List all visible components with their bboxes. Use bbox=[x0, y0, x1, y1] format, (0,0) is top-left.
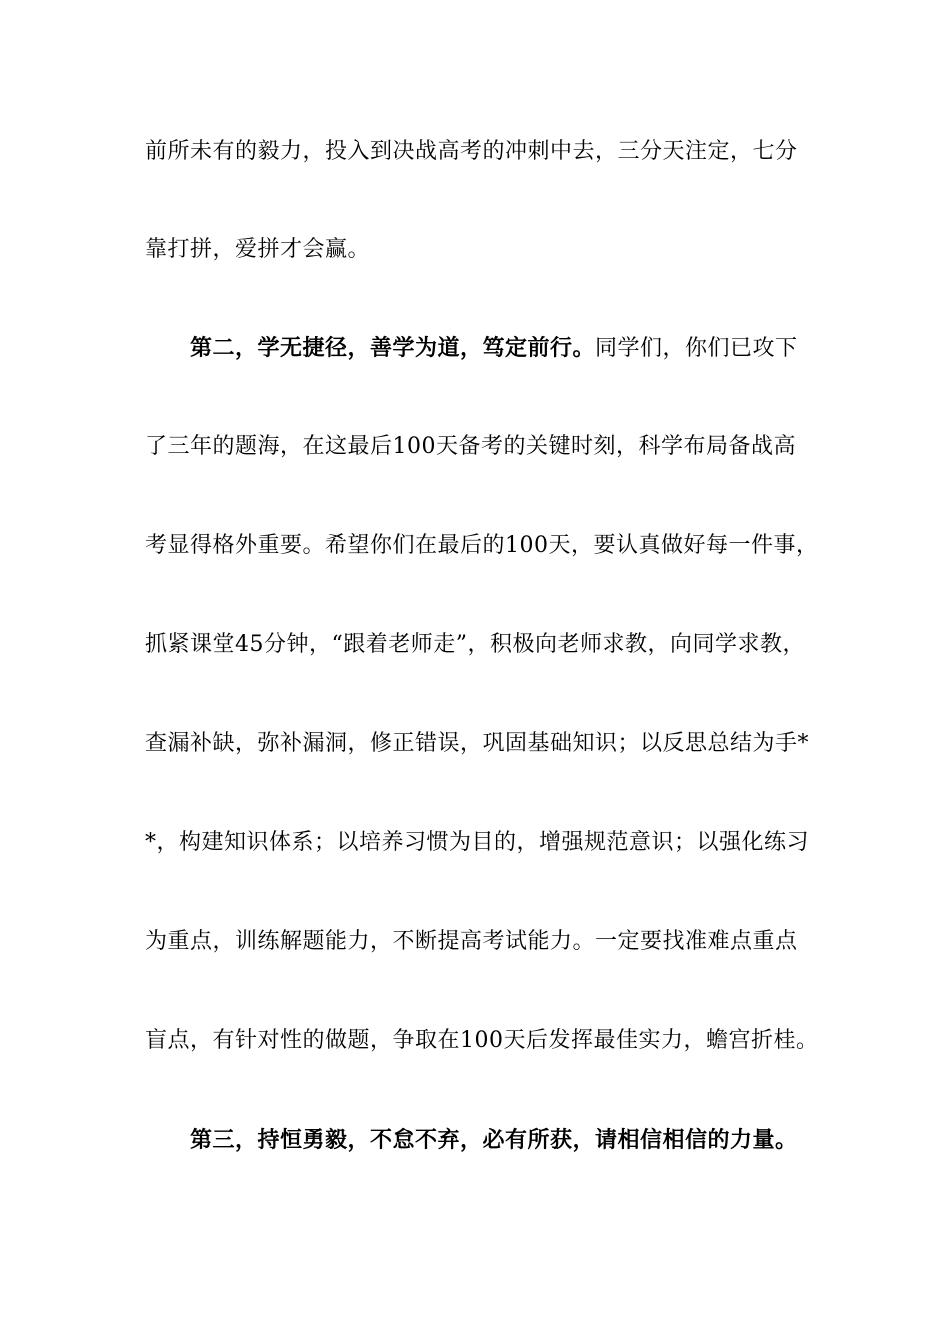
paragraph-2-first-line bbox=[190, 334, 870, 363]
paragraph-2-line-5: 查漏补缺，弥补漏洞，修正错误，巩固基础知识；以反思总结为手* bbox=[145, 731, 810, 756]
paragraph-2-line-3: 考显得格外重要。希望你们在最后的100天，要认真做好每一件事， bbox=[145, 533, 819, 558]
section-heading-3: 第三，持恒勇毅，不怠不弃，必有所获，请相信相信的力量。 bbox=[190, 1127, 798, 1153]
paragraph-2-line-7: 为重点，训练解题能力，不断提高考试能力。一定要找准难点重点 bbox=[145, 929, 798, 954]
paragraph-2-line-4: 抓紧课堂45分钟，“跟着老师走”，积极向老师求教，向同学求教， bbox=[145, 632, 805, 657]
section-heading-2: 第二，学无捷径，善学为道，笃定前行。 bbox=[190, 335, 596, 361]
paragraph-2-line-8: 盲点，有针对性的做题，争取在100天后发挥最佳实力，蟾宫折桂。 bbox=[145, 1028, 819, 1053]
paragraph-2-line-1-rest: 同学们，你们已攻下 bbox=[595, 336, 798, 361]
paragraph-2-line-2: 了三年的题海，在这最后100天备考的关键时刻，科学布局备战高 bbox=[145, 434, 796, 459]
paragraph-2-line-6: *，构建知识体系；以培养习惯为目的，增强规范意识；以强化练习 bbox=[145, 830, 810, 855]
paragraph-1-line-1: 前所未有的毅力，投入到决战高考的冲刺中去，三分天注定，七分 bbox=[145, 139, 798, 164]
paragraph-1-line-2: 靠打拼，爱拼才会赢。 bbox=[145, 237, 371, 262]
